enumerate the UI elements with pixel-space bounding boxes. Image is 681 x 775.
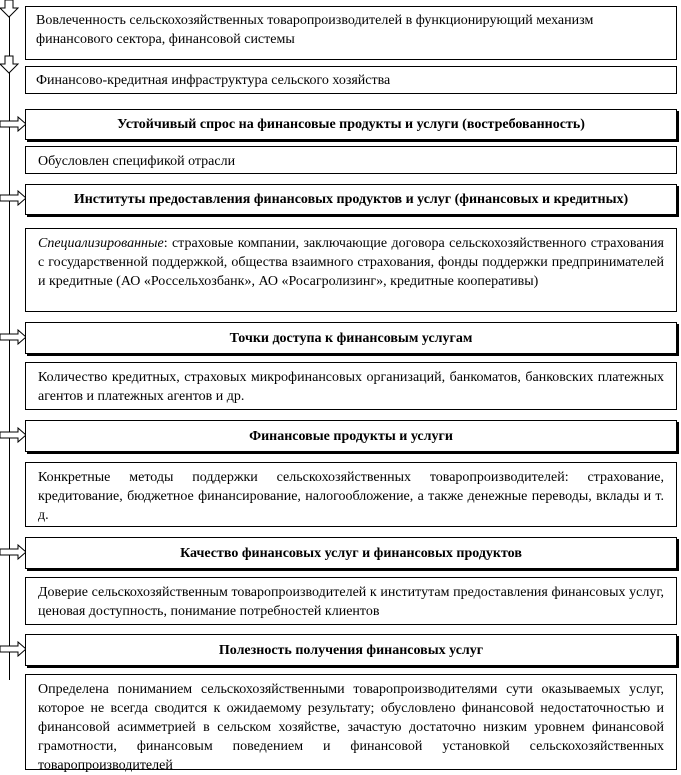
section-header-text: Устойчивый спрос на финансовые продукты и услуги (востребованность) [117, 117, 585, 132]
section-header-text: Качество финансовых услуг и финансовых продуктов [180, 545, 522, 561]
section-header-text: Точки доступа к финансовым услугам [229, 330, 473, 346]
section-header-text: Финансовые продукты и услуги [249, 428, 453, 444]
section-content-quality [25, 577, 677, 625]
top-item-text: Вовлеченность сельскохозяйственных товаропроизводителей в функционирующий механизм финансового сектора, финансовой системы [36, 13, 594, 47]
section-content-access-points [25, 362, 677, 410]
section-content-text: Доверие сельскохозяйственным товаропроизводителей к институтам предоставления финансовых услуг, ценовая доступность, понимание потребностей клиентов [38, 585, 664, 619]
section-header-institutions [25, 184, 677, 215]
section-header-demand [25, 109, 677, 140]
section-header-usefulness [25, 634, 677, 666]
section-header-products [25, 420, 677, 452]
section-content-text: : страховые компании, заключающие договора сельскохозяйственного страхования с государственной поддержкой, общества взаимного страхования, фонды поддержки предпринимателей и кредитные (АО «Россельхозбанк», АО «Росагролизинг», кредитные кооперативы) [38, 236, 664, 289]
section-header-text: Полезность получения финансовых услуг [218, 642, 484, 658]
down-arrow-icon [0, 0, 24, 20]
section-content-institutions [25, 228, 677, 312]
section-content-usefulness [25, 674, 677, 773]
section-content-text: Количество кредитных, страховых микрофинансовых организаций, банкоматов, банковских платежных агентов и платежных агентов и др. [38, 370, 664, 404]
section-content-products [25, 462, 677, 527]
top-item-text: Финансово-кредитная инфраструктура сельского хозяйства [36, 73, 391, 88]
top-item-involvement [25, 6, 677, 60]
section-header-quality [25, 537, 677, 569]
section-content-lead: Специализированные [38, 236, 164, 251]
section-header-text: Институты предоставления финансовых продуктов и услуг (финансовых и кредитных) [73, 192, 629, 207]
down-arrow-icon [0, 56, 24, 76]
section-header-access-points [25, 322, 677, 354]
top-item-infrastructure [25, 66, 677, 94]
section-content-text: Конкретные методы поддержки сельскохозяйственных товаропроизводителей: страхование, кредитование, бюджетное финансирование, налогообложение, а также денежные переводы, вклады и т. д. [38, 470, 664, 523]
section-content-demand [25, 146, 677, 174]
section-content-text: Обусловлен спецификой отрасли [38, 154, 236, 169]
section-content-text: Определена пониманием сельскохозяйственными товаропроизводителями сути оказываемых услуг, которое не всегда сводится к ожидаемому результату; обусловлено финансовой недостаточностью и финансовой асимметрией в сельском хозяйстве, зачастую достаточно низким уровнем финансовой грамотности, финансовым поведением и финансовой установкой сельскохозяйственных товаропроизводителей [38, 682, 664, 773]
